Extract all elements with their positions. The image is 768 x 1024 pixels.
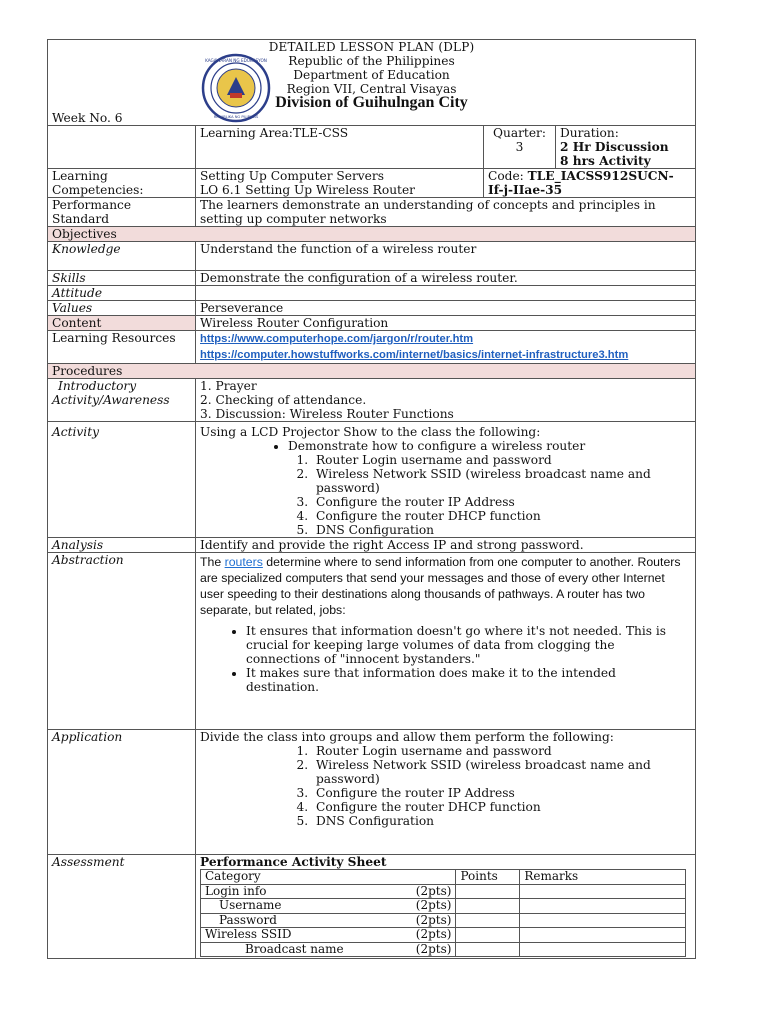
sheet-category: Login info [205, 883, 267, 898]
table-row [201, 913, 686, 928]
procedures-heading-row [48, 364, 696, 379]
abstraction-bullet: • It makes sure that information does make it to the intended destination. [246, 666, 691, 694]
application-intro: Divide the class into groups and allow them perform the following: [200, 730, 614, 744]
resource-link-1[interactable]: https://www.computerhope.com/jargon/r/router.htm [200, 333, 474, 345]
values-value: Perseverance [200, 301, 284, 315]
analysis-label: Analysis [52, 538, 104, 552]
values-row [48, 301, 696, 316]
learning-area: Learning Area:TLE-CSS [200, 126, 349, 140]
intro-item: 1. Prayer [200, 379, 257, 393]
code-label: Code: [488, 169, 524, 183]
skills-label: Skills [52, 271, 86, 285]
application-label: Application [52, 730, 123, 744]
objectives-heading-row [48, 227, 696, 242]
content-value: Wireless Router Configuration [200, 316, 389, 330]
activity-step: 3. Configure the router IP Address [312, 495, 691, 509]
competencies-label-1: Learning [52, 169, 108, 183]
application-steps [200, 744, 691, 828]
code-value-2: If-j-IIae-35 [488, 183, 563, 197]
activity-steps [200, 453, 691, 537]
abstraction-paragraph: The routers determine where to send information from one computer to another. Routers are specialized computers that send your messages and those of every other Internet user speeding to their destinations along thousands of pathways. A router has two separate, but related, jobs: [200, 555, 681, 617]
duration-label: Duration: [560, 126, 619, 140]
sheet-header-category: Category [201, 870, 456, 885]
introductory-row [48, 379, 696, 422]
sheet-header-points: Points [456, 870, 520, 885]
sheet-pts: (2pts) [415, 883, 452, 898]
content-label: Content [52, 316, 102, 330]
activity-label: Activity [52, 425, 99, 439]
resource-link-2[interactable]: https://computer.howstuffworks.com/internet/basics/internet-infrastructure3.htm [200, 349, 629, 361]
week-number: Week No. 6 [52, 111, 123, 125]
intro-item: 2. Checking of attendance. [200, 393, 367, 407]
activity-step: 5. DNS Configuration [312, 523, 691, 537]
sheet-pts: (2pts) [415, 898, 452, 912]
values-label: Values [52, 301, 93, 315]
assessment-row [48, 855, 696, 959]
table-row [201, 928, 686, 943]
knowledge-row [48, 242, 696, 271]
intro-item: 3. Discussion: Wireless Router Functions [200, 407, 454, 421]
performance-label-1: Performance [52, 198, 132, 212]
resources-row [48, 331, 696, 364]
attitude-row [48, 286, 696, 301]
activity-row [48, 422, 696, 538]
procedures-heading: Procedures [52, 364, 123, 378]
activity-bullet-list [200, 439, 691, 453]
analysis-value: Identify and provide the right Access IP and strong password. [200, 538, 584, 552]
skills-value: Demonstrate the configuration of a wireless router. [200, 271, 518, 285]
header-row [48, 40, 696, 126]
table-row [201, 899, 686, 914]
info-row [48, 126, 696, 169]
performance-standard: The learners demonstrate an understanding of concepts and principles in setting up computer networks [200, 198, 656, 226]
division-line: Division of Guihulngan City [275, 94, 468, 111]
republic-line: Republic of the Philippines [288, 54, 455, 68]
lesson-plan-document [47, 39, 695, 959]
dlp-table [47, 39, 696, 959]
competency-lo: LO 6.1 Setting Up Wireless Router [200, 183, 415, 197]
performance-label-2: Standard [52, 212, 110, 226]
application-row [48, 730, 696, 855]
intro-label-2: Activity/Awareness [52, 393, 170, 407]
sheet-pts: (2pts) [415, 912, 452, 927]
application-step: 5. DNS Configuration [312, 814, 691, 828]
analysis-row [48, 538, 696, 553]
duration-discussion: 2 Hr Discussion [560, 140, 669, 154]
performance-row [48, 198, 696, 227]
resources-label: Learning Resources [52, 331, 176, 345]
seal-top-text: KAGAWARAN NG EDUKASYON [205, 58, 267, 63]
abstraction-label: Abstraction [52, 553, 124, 567]
knowledge-label: Knowledge [52, 242, 121, 256]
activity-step: 1. Router Login username and password [312, 453, 691, 467]
content-row [48, 316, 696, 331]
application-step: 3. Configure the router IP Address [312, 786, 691, 800]
performance-activity-sheet [200, 869, 686, 957]
sheet-category: Wireless SSID [205, 927, 292, 941]
competencies-row [48, 169, 696, 198]
attitude-label: Attitude [52, 286, 103, 300]
routers-link[interactable]: routers [224, 555, 263, 569]
abstraction-row [48, 553, 696, 730]
code-value-1: TLE_IACSS912SUCN- [527, 169, 674, 183]
competency-topic: Setting Up Computer Servers [200, 169, 384, 183]
application-step: 2. Wireless Network SSID (wireless broadcast name and password) [312, 758, 691, 786]
application-step: 1. Router Login username and password [312, 744, 691, 758]
competencies-label-2: Competencies: [52, 183, 144, 197]
intro-label-1: Introductory [58, 379, 137, 393]
sheet-category: Password [219, 912, 277, 927]
sheet-pts: (2pts) [415, 927, 452, 941]
knowledge-value: Understand the function of a wireless router [200, 242, 477, 256]
sheet-category: Username [219, 898, 282, 912]
activity-intro: Using a LCD Projector Show to the class the following: [200, 425, 541, 439]
activity-step: 4. Configure the router DHCP function [312, 509, 691, 523]
activity-step: 2. Wireless Network SSID (wireless broadcast name and password) [312, 467, 691, 495]
assessment-label: Assessment [52, 855, 125, 869]
quarter-value: 3 [515, 140, 524, 154]
activity-bullet: • Demonstrate how to configure a wireless router [288, 439, 691, 453]
application-step: 4. Configure the router DHCP function [312, 800, 691, 814]
abstraction-bullet: • It ensures that information doesn't go where it's not needed. This is crucial for keeping large volumes of data from clogging the connections of "innocent bystanders." [246, 624, 691, 666]
abstraction-bullets [200, 624, 691, 694]
objectives-heading: Objectives [52, 227, 117, 241]
sheet-pts: (2pts) [415, 941, 452, 956]
sheet-category: Broadcast name [245, 941, 344, 956]
sheet-header-row [201, 870, 686, 885]
sheet-header-remarks: Remarks [520, 870, 686, 885]
quarter-label: Quarter: [493, 126, 546, 140]
skills-row [48, 271, 696, 286]
seal-bottom-text: REPUBLIKA NG PILIPINAS [213, 115, 259, 119]
deped-seal-logo [201, 53, 271, 123]
duration-activity: 8 hrs Activity [560, 154, 651, 168]
document-title: DETAILED LESSON PLAN (DLP) [268, 40, 475, 54]
department-line: Department of Education [293, 68, 450, 82]
table-row [201, 942, 686, 957]
region-line: Region VII, Central Visayas [286, 82, 457, 96]
assessment-title: Performance Activity Sheet [200, 855, 387, 869]
table-row [201, 884, 686, 899]
